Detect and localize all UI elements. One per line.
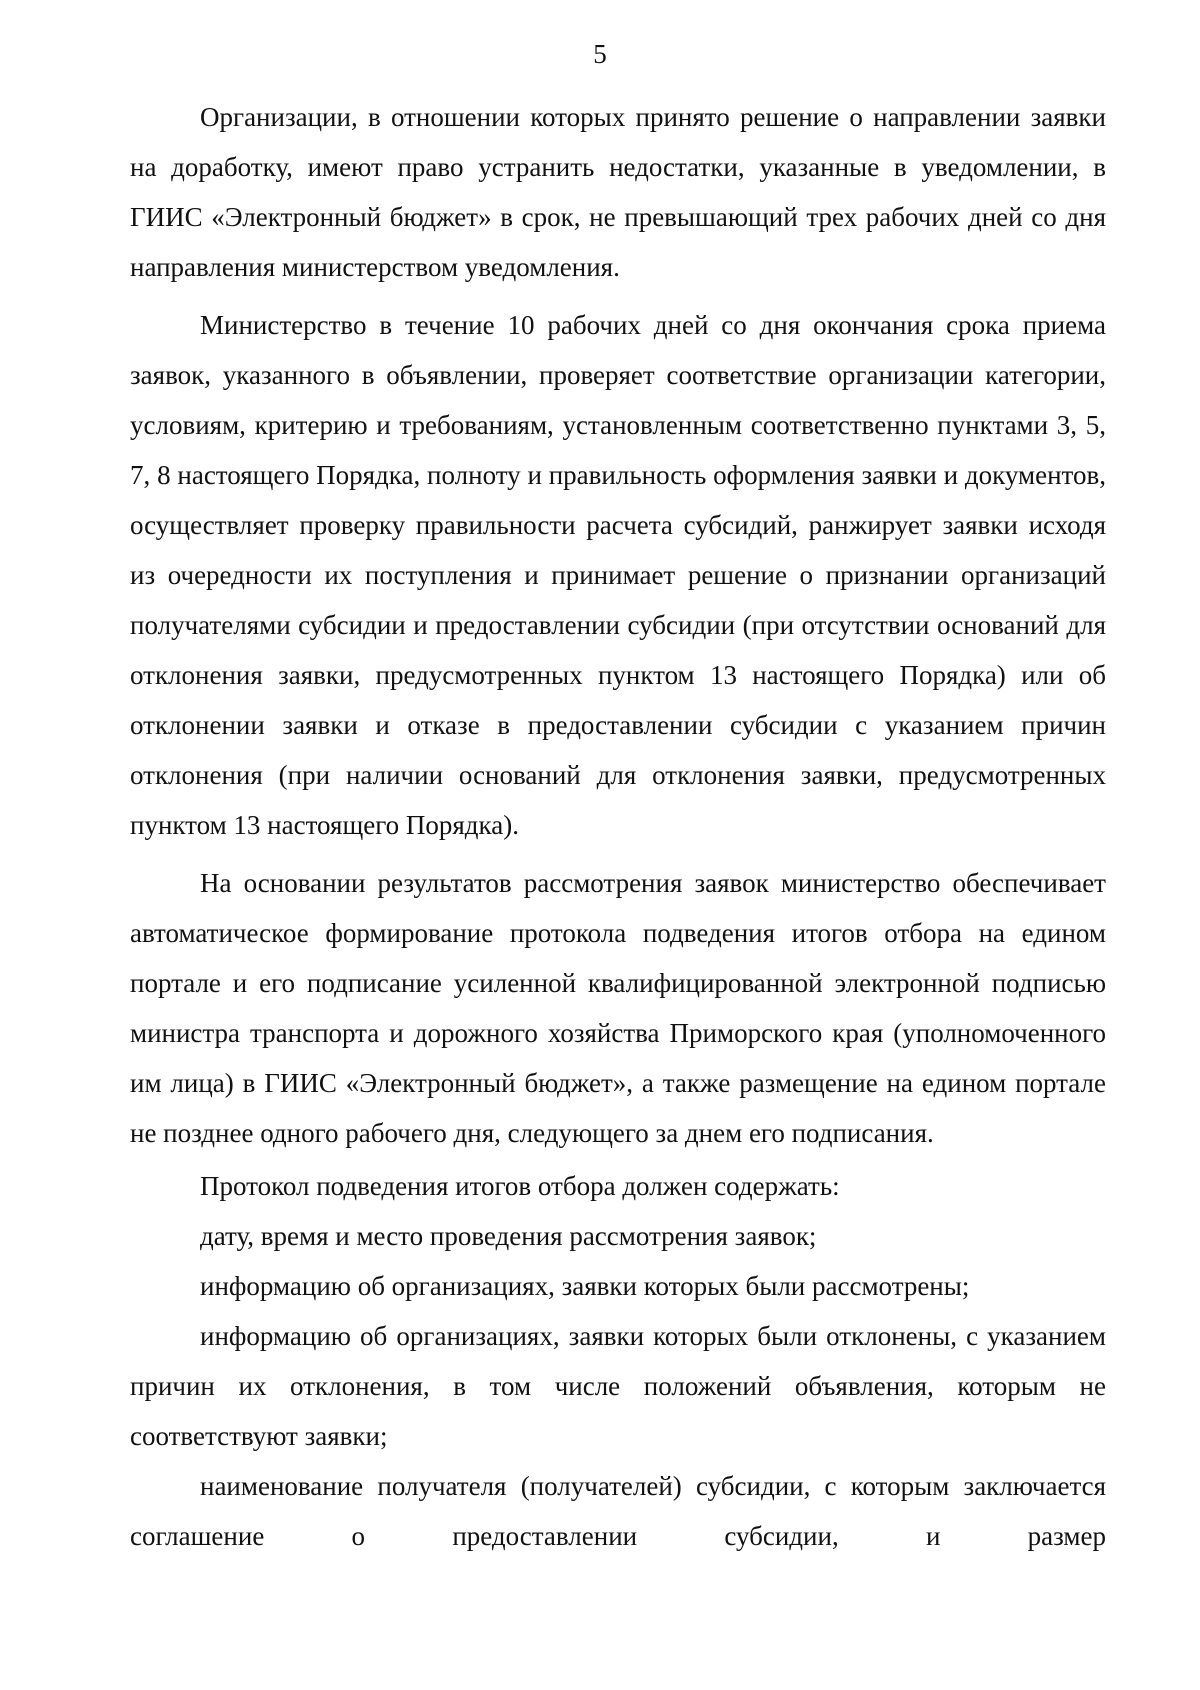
document-body xyxy=(130,92,1106,1561)
paragraph-protocol-formation: На основании результатов рассмотрения заявок министерство обеспечивает автоматическое формирование протокола подведения итогов отбора на едином портале и его подписание усиленной квалифицированной электронной подписью министра транспорта и дорожного хозяйства Приморского края (уполномоченного им лица) в ГИИС «Электронный бюджет», а также размещение на едином портале не позднее одного рабочего дня, следующего за днем его подписания. xyxy=(130,868,1106,1148)
list-item-rejected-organizations: информацию об организациях, заявки которых были отклонены, с указанием причин их отклонения, в том числе положений объявления, которым не соответствуют заявки; xyxy=(130,1321,1106,1451)
list-item-recipient-name: наименование получателя (получателей) субсидии, с которым заключается соглашение о предоставлении субсидии, и размер xyxy=(130,1471,1106,1551)
page-number: 5 xyxy=(593,39,607,69)
list-item-reviewed-organizations: информацию об организациях, заявки которых были рассмотрены; xyxy=(200,1271,970,1301)
paragraph-ministry-review: Министерство в течение 10 рабочих дней со дня окончания срока приема заявок, указанного в объявлении, проверяет соответствие организации категории, условиям, критерию и требованиям, установленным соответственно пунктами 3, 5, 7, 8 настоящего Порядка, полноту и правильность оформления заявки и документов, осуществляет проверку правильности расчета субсидий, ранжирует заявки исходя из очередности их поступления и принимает решение о признании организаций получателями субсидии и предоставлении субсидии (при отсутствии оснований для отклонения заявки, предусмотренных пунктом 13 настоящего Порядка) или об отклонении заявки и отказе в предоставлении субсидии с указанием причин отклонения (при наличии оснований для отклонения заявки, предусмотренных пунктом 13 настоящего Порядка). xyxy=(130,310,1106,840)
paragraph-revision-rights: Организации, в отношении которых принято решение о направлении заявки на доработку, имеют право устранить недостатки, указанные в уведомлении, в ГИИС «Электронный бюджет» в срок, не превышающий трех рабочих дней со дня направления министерством уведомления. xyxy=(130,102,1106,282)
paragraph-protocol-contents-intro: Протокол подведения итогов отбора должен содержать: xyxy=(200,1171,840,1201)
list-item-date-time-place: дату, время и место проведения рассмотрения заявок; xyxy=(200,1221,817,1251)
